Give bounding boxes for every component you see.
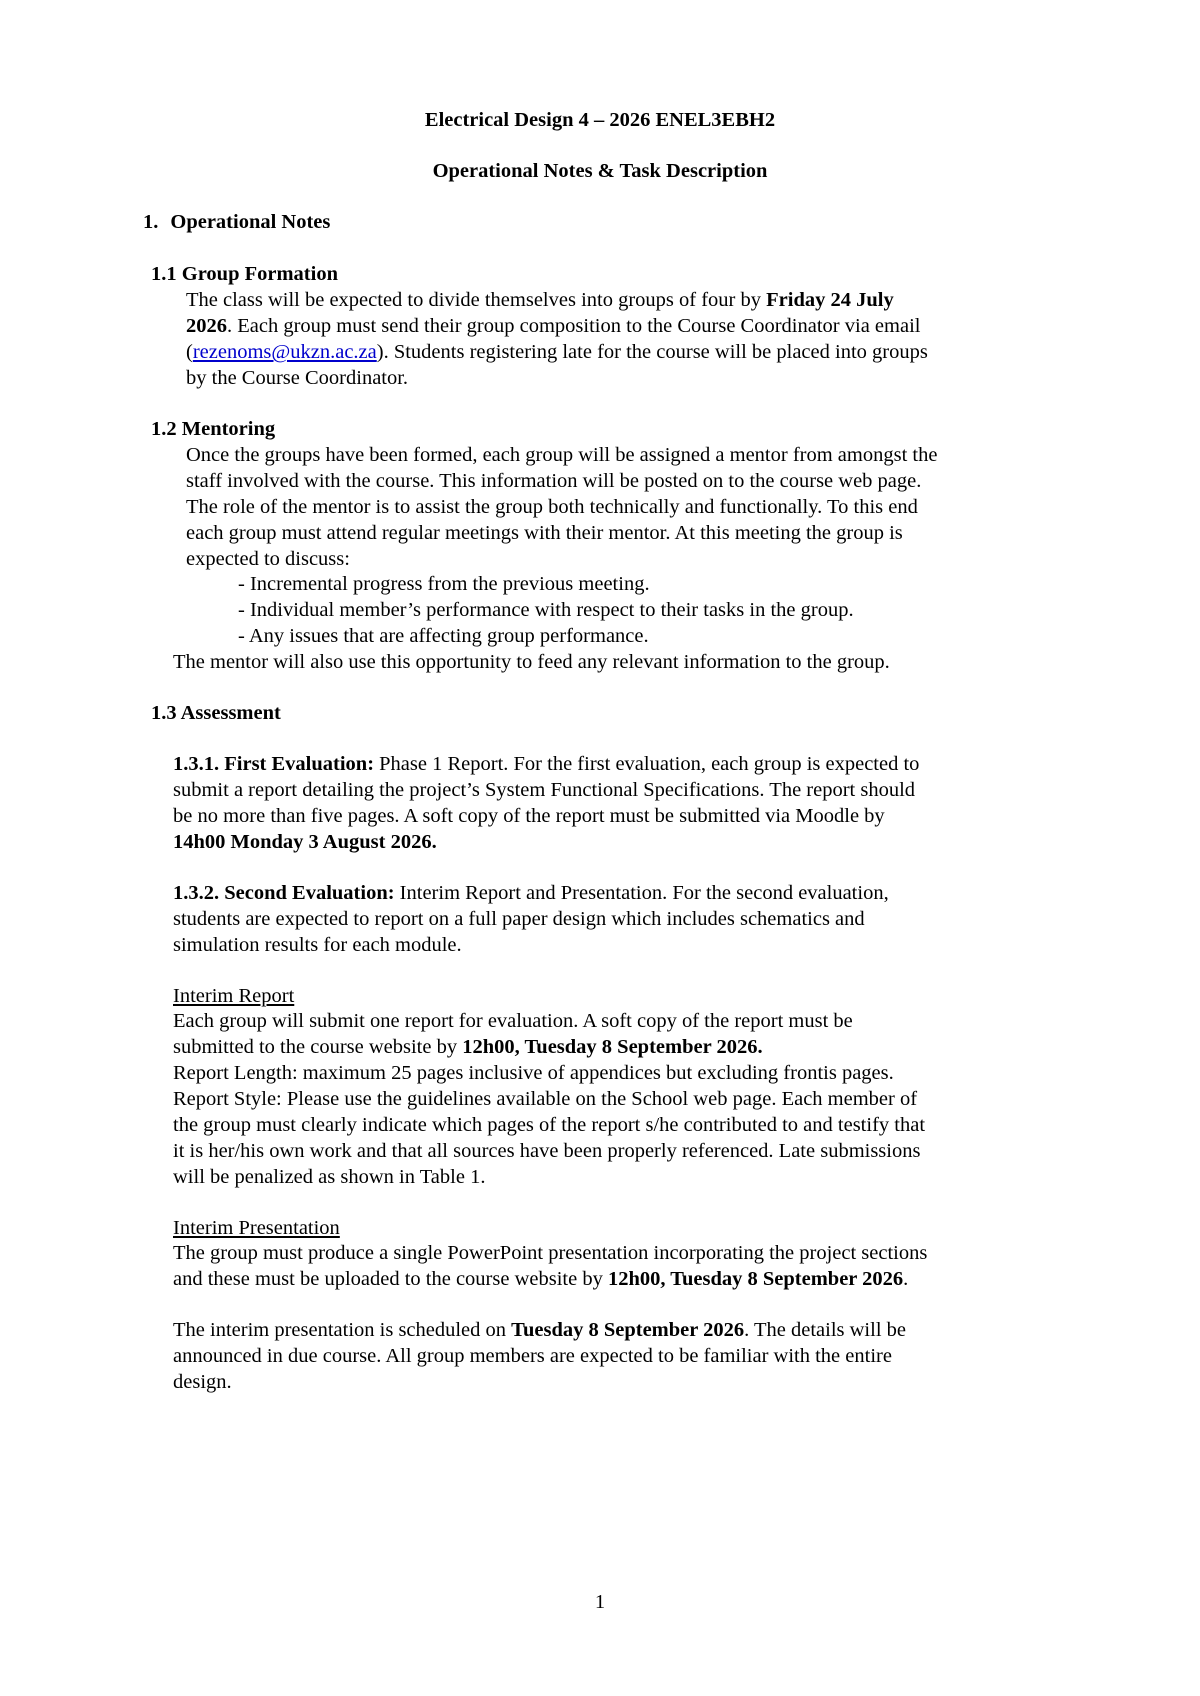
paragraph-line: submitted to the course website by 12h00, Tuesday 8 September 2026. [173,1036,763,1058]
page-number: 1 [594,1591,606,1613]
paragraph-line: The group must produce a single PowerPoint presentation incorporating the project sections [173,1242,928,1264]
paragraph-line: Report Length: maximum 25 pages inclusive of appendices but excluding frontis pages. [173,1062,894,1084]
bullet-item: - Individual member’s performance with respect to their tasks in the group. [238,599,854,621]
paragraph-line: expected to discuss: [186,548,350,570]
paragraph-line: staff involved with the course. This information will be posted on to the course web page. [186,470,922,492]
paragraph-line: Report Style: Please use the guidelines available on the School web page. Each member of [173,1088,918,1110]
paragraph-line: 14h00 Monday 3 August 2026. [173,831,437,853]
paragraph-line: design. [173,1371,232,1393]
section-1-3-heading: 1.3 Assessment [151,702,281,724]
document-title: Electrical Design 4 – 2026 ENEL3EBH2 [424,109,776,131]
paragraph-line: by the Course Coordinator. [186,367,409,389]
paragraph-line: 2026. Each group must send their group composition to the Course Coordinator via email [186,315,921,337]
paragraph-line: each group must attend regular meetings with their mentor. At this meeting the group is [186,522,903,544]
paragraph-line: and these must be uploaded to the course website by 12h00, Tuesday 8 September 2026. [173,1268,909,1290]
paragraph-line: The role of the mentor is to assist the group both technically and functionally. To this end [186,496,918,518]
coordinator-email-link[interactable]: rezenoms@ukzn.ac.za [192,341,377,363]
paragraph-line: Once the groups have been formed, each group will be assigned a mentor from amongst the [186,444,938,466]
section-1-1-heading: 1.1 Group Formation [151,263,338,285]
paragraph-line: will be penalized as shown in Table 1. [173,1166,486,1188]
paragraph-line: (rezenoms@ukzn.ac.za). Students registering late for the course will be placed into groups [186,341,928,363]
paragraph-line: the group must clearly indicate which pages of the report s/he contributed to and testify that [173,1114,926,1136]
interim-presentation-heading: Interim Presentation [173,1217,340,1239]
interim-report-heading: Interim Report [173,985,295,1007]
paragraph-line: 1.3.2. Second Evaluation: Interim Report and Presentation. For the second evaluation, [173,882,889,904]
paragraph-line: Each group will submit one report for evaluation. A soft copy of the report must be [173,1010,853,1032]
paragraph-line: The class will be expected to divide themselves into groups of four by Friday 24 July [186,289,894,311]
section-1-2-heading: 1.2 Mentoring [151,418,276,440]
paragraph-line: announced in due course. All group members are expected to be familiar with the entire [173,1345,892,1367]
paragraph-line: submit a report detailing the project’s System Functional Specifications. The report should [173,779,916,801]
document-subtitle: Operational Notes & Task Description [432,160,768,182]
paragraph-line: be no more than five pages. A soft copy of the report must be submitted via Moodle by [173,805,885,827]
paragraph-line: simulation results for each module. [173,934,462,956]
paragraph-line: students are expected to report on a full paper design which includes schematics and [173,908,865,930]
section-1-heading: 1. Operational Notes [143,211,331,233]
bullet-item: - Incremental progress from the previous meeting. [238,573,650,595]
paragraph-line: it is her/his own work and that all sources have been properly referenced. Late submissions [173,1140,921,1162]
paragraph-line: The mentor will also use this opportunity to feed any relevant information to the group. [173,651,890,673]
paragraph-line: The interim presentation is scheduled on Tuesday 8 September 2026. The details will be [173,1319,906,1341]
bullet-item: - Any issues that are affecting group performance. [238,625,649,647]
paragraph-line: 1.3.1. First Evaluation: Phase 1 Report. For the first evaluation, each group is expected to [173,753,920,775]
